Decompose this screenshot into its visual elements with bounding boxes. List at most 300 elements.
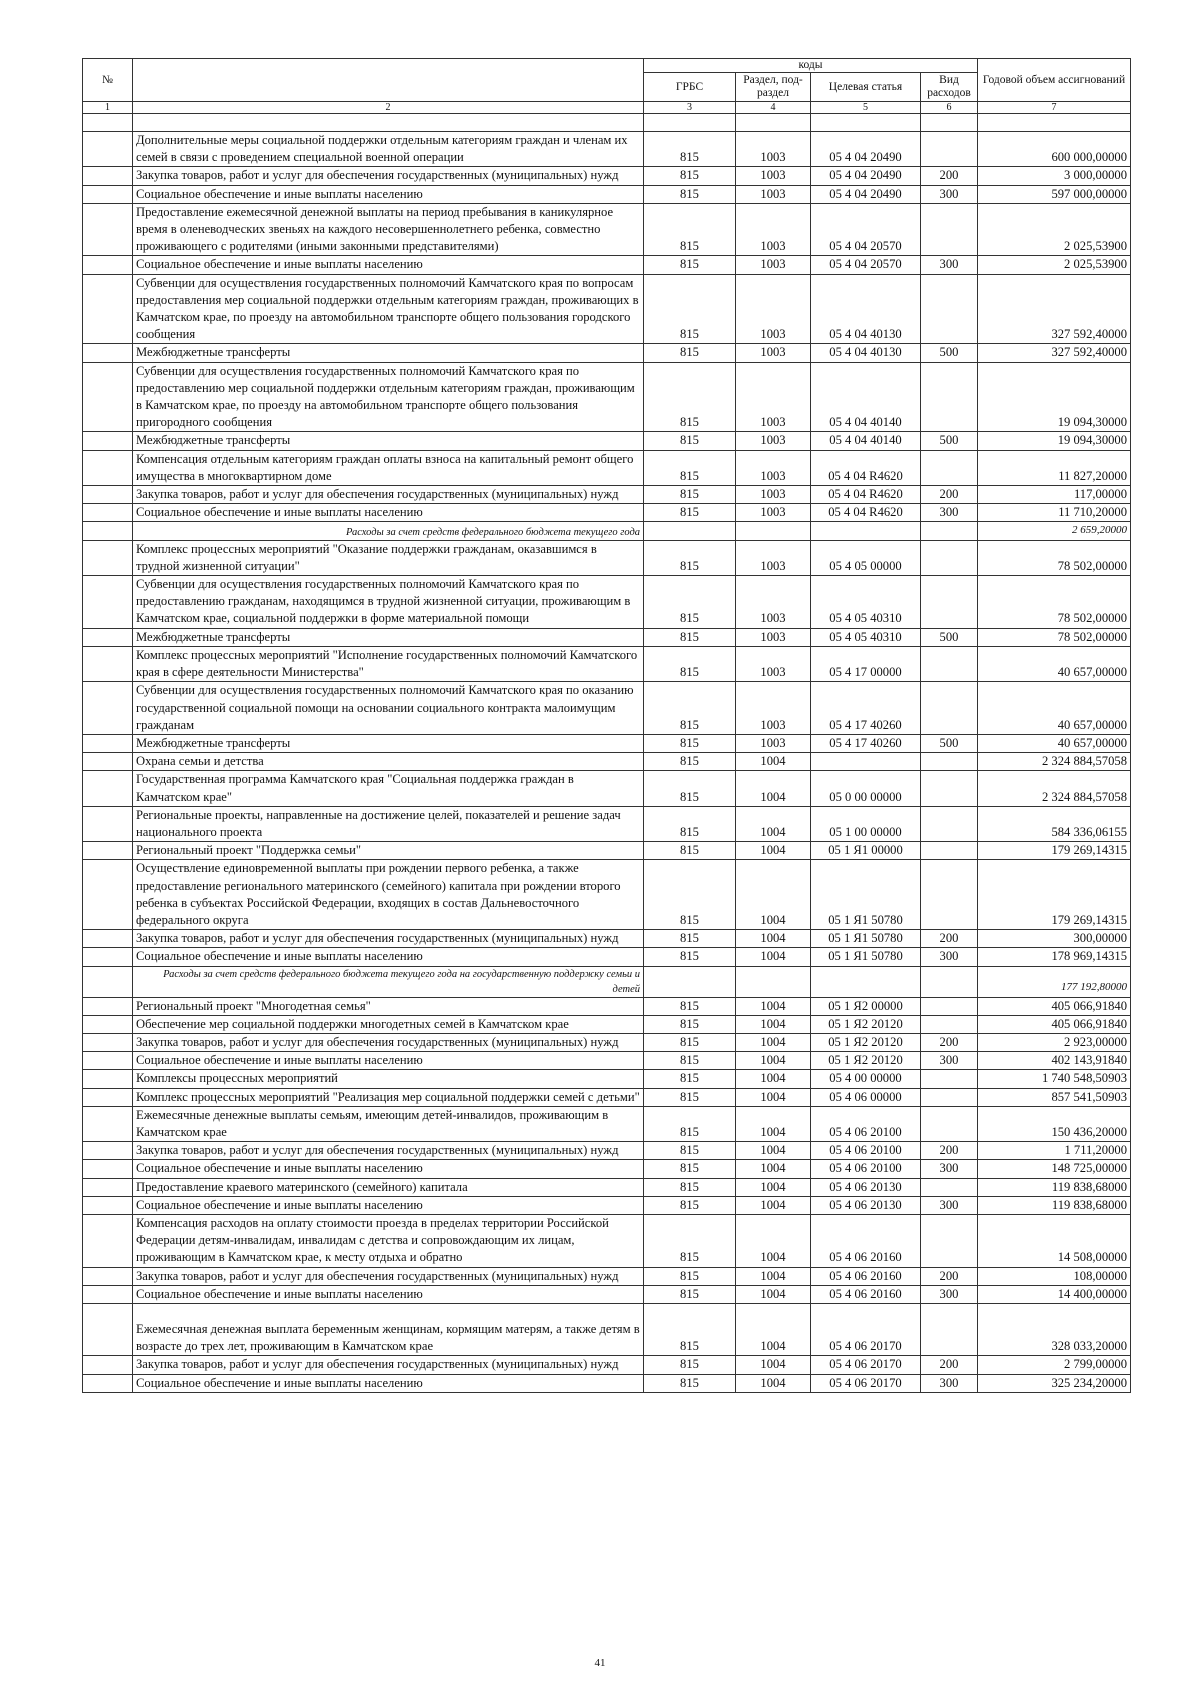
cell-target: 05 4 06 20100 bbox=[811, 1160, 921, 1178]
cell-amount: 2 324 884,57058 bbox=[978, 753, 1131, 771]
cell-section: 1004 bbox=[736, 948, 811, 966]
cell-name: Межбюджетные трансферты bbox=[133, 432, 644, 450]
cell-amount: 2 659,20000 bbox=[978, 522, 1131, 540]
cell-grbs: 815 bbox=[644, 1285, 736, 1303]
cell-number bbox=[83, 1178, 133, 1196]
cell-number bbox=[83, 948, 133, 966]
cell-name: Расходы за счет средств федерального бюджета текущего года bbox=[133, 522, 644, 540]
cell-name: Компенсация расходов на оплату стоимости проезда в пределах территории Российской Федерации детям-инвалидам, инвалидам с детства и сопровождающим их лицам, проживающим в Камчатском крае, к месту отдыха и обратно bbox=[133, 1214, 644, 1267]
cell-name: Социальное обеспечение и иные выплаты населению bbox=[133, 185, 644, 203]
cell-number bbox=[83, 1356, 133, 1374]
header-grbs: ГРБС bbox=[644, 73, 736, 102]
cell-target: 05 4 04 40140 bbox=[811, 362, 921, 432]
cell-number bbox=[83, 1052, 133, 1070]
cell-target: 05 4 04 R4620 bbox=[811, 450, 921, 485]
cell-section bbox=[736, 522, 811, 540]
cell-grbs: 815 bbox=[644, 274, 736, 344]
cell-name: Межбюджетные трансферты bbox=[133, 628, 644, 646]
cell-grbs bbox=[644, 522, 736, 540]
cell-name: Охрана семьи и детства bbox=[133, 753, 644, 771]
cell-grbs: 815 bbox=[644, 628, 736, 646]
cell-section: 1003 bbox=[736, 432, 811, 450]
cell-section bbox=[736, 966, 811, 997]
cell-grbs: 815 bbox=[644, 1178, 736, 1196]
cell-section: 1004 bbox=[736, 1374, 811, 1392]
header-amount: Годовой объем ассигнований bbox=[978, 59, 1131, 102]
cell-kind: 200 bbox=[921, 1267, 978, 1285]
cell-section: 1004 bbox=[736, 1033, 811, 1051]
cell-amount: 2 923,00000 bbox=[978, 1033, 1131, 1051]
cell-number bbox=[83, 771, 133, 806]
column-number-row bbox=[83, 102, 1131, 114]
cell-grbs: 815 bbox=[644, 1015, 736, 1033]
cell-grbs: 815 bbox=[644, 997, 736, 1015]
col-number: 3 bbox=[644, 102, 736, 114]
cell-name: Социальное обеспечение и иные выплаты населению bbox=[133, 1374, 644, 1392]
cell-kind: 300 bbox=[921, 504, 978, 522]
table-row bbox=[83, 1356, 1131, 1374]
cell-name: Социальное обеспечение и иные выплаты населению bbox=[133, 504, 644, 522]
cell-name: Дополнительные меры социальной поддержки отдельным категориям граждан и членам их семей в связи с проведением специальной военной операции bbox=[133, 132, 644, 167]
cell-name: Закупка товаров, работ и услуг для обеспечения государственных (муниципальных) нужд bbox=[133, 1267, 644, 1285]
cell-amount: 78 502,00000 bbox=[978, 576, 1131, 629]
table-row bbox=[83, 344, 1131, 362]
cell-amount: 328 033,20000 bbox=[978, 1304, 1131, 1356]
cell-target: 05 4 04 20570 bbox=[811, 256, 921, 274]
cell-grbs: 815 bbox=[644, 132, 736, 167]
table-row bbox=[83, 1160, 1131, 1178]
table-row bbox=[83, 1015, 1131, 1033]
cell-target: 05 0 00 00000 bbox=[811, 771, 921, 806]
table-row bbox=[83, 167, 1131, 185]
cell-grbs: 815 bbox=[644, 753, 736, 771]
cell-number bbox=[83, 576, 133, 629]
cell-kind bbox=[921, 132, 978, 167]
cell-number bbox=[83, 806, 133, 841]
cell-name: Социальное обеспечение и иные выплаты населению bbox=[133, 948, 644, 966]
cell-number bbox=[83, 362, 133, 432]
cell-number bbox=[83, 860, 133, 930]
table-row bbox=[83, 860, 1131, 930]
cell-section: 1003 bbox=[736, 682, 811, 735]
cell-section: 1004 bbox=[736, 930, 811, 948]
cell-kind: 300 bbox=[921, 1196, 978, 1214]
header-kind: Вид расходов bbox=[921, 73, 978, 102]
cell-grbs: 815 bbox=[644, 682, 736, 735]
cell-number bbox=[83, 344, 133, 362]
cell-target: 05 4 17 40260 bbox=[811, 682, 921, 735]
cell-amount: 584 336,06155 bbox=[978, 806, 1131, 841]
cell-name: Региональный проект "Многодетная семья" bbox=[133, 997, 644, 1015]
cell-kind bbox=[921, 274, 978, 344]
cell-amount: 40 657,00000 bbox=[978, 646, 1131, 681]
cell-section: 1004 bbox=[736, 1285, 811, 1303]
cell-section: 1004 bbox=[736, 1070, 811, 1088]
header-target: Целевая статья bbox=[811, 73, 921, 102]
cell-number bbox=[83, 1033, 133, 1051]
cell-number bbox=[83, 930, 133, 948]
col-number: 6 bbox=[921, 102, 978, 114]
cell-amount: 40 657,00000 bbox=[978, 734, 1131, 752]
cell-grbs: 815 bbox=[644, 1142, 736, 1160]
cell-name: Закупка товаров, работ и услуг для обеспечения государственных (муниципальных) нужд bbox=[133, 167, 644, 185]
cell-section: 1003 bbox=[736, 362, 811, 432]
cell-amount: 78 502,00000 bbox=[978, 628, 1131, 646]
cell-kind: 300 bbox=[921, 185, 978, 203]
cell-kind: 500 bbox=[921, 628, 978, 646]
table-row bbox=[83, 734, 1131, 752]
cell-kind bbox=[921, 997, 978, 1015]
cell-amount: 405 066,91840 bbox=[978, 997, 1131, 1015]
cell-grbs bbox=[644, 966, 736, 997]
cell-section: 1004 bbox=[736, 1196, 811, 1214]
cell-target bbox=[811, 753, 921, 771]
cell-grbs: 815 bbox=[644, 646, 736, 681]
cell-number bbox=[83, 1304, 133, 1356]
cell-kind: 300 bbox=[921, 1052, 978, 1070]
table-row bbox=[83, 1142, 1131, 1160]
cell-amount: 150 436,20000 bbox=[978, 1106, 1131, 1141]
cell-amount: 597 000,00000 bbox=[978, 185, 1131, 203]
cell-amount: 179 269,14315 bbox=[978, 860, 1131, 930]
cell-grbs: 815 bbox=[644, 1196, 736, 1214]
cell-number bbox=[83, 203, 133, 256]
cell-section: 1003 bbox=[736, 185, 811, 203]
table-row bbox=[83, 930, 1131, 948]
cell-number bbox=[83, 1196, 133, 1214]
cell-target: 05 1 Я1 50780 bbox=[811, 930, 921, 948]
cell-number bbox=[83, 1267, 133, 1285]
cell-section: 1004 bbox=[736, 1160, 811, 1178]
cell-name: Межбюджетные трансферты bbox=[133, 734, 644, 752]
cell-grbs: 815 bbox=[644, 1304, 736, 1356]
cell-kind: 200 bbox=[921, 1033, 978, 1051]
cell-grbs: 815 bbox=[644, 771, 736, 806]
cell-number bbox=[83, 734, 133, 752]
cell-amount: 14 508,00000 bbox=[978, 1214, 1131, 1267]
cell-section: 1004 bbox=[736, 806, 811, 841]
cell-target: 05 4 04 40130 bbox=[811, 274, 921, 344]
cell-number bbox=[83, 185, 133, 203]
cell-kind bbox=[921, 860, 978, 930]
cell-section: 1003 bbox=[736, 486, 811, 504]
cell-name: Социальное обеспечение и иные выплаты населению bbox=[133, 1052, 644, 1070]
cell-name: Ежемесячные денежные выплаты семьям, имеющим детей-инвалидов, проживающим в Камчатском крае bbox=[133, 1106, 644, 1141]
cell-name: Социальное обеспечение и иные выплаты населению bbox=[133, 1285, 644, 1303]
cell-grbs: 815 bbox=[644, 930, 736, 948]
cell-target: 05 1 Я2 00000 bbox=[811, 997, 921, 1015]
cell-name: Комплекс процессных мероприятий "Исполнение государственных полномочий Камчатского края в сфере деятельности Министерства" bbox=[133, 646, 644, 681]
cell-number bbox=[83, 486, 133, 504]
cell-grbs: 815 bbox=[644, 540, 736, 575]
cell-amount: 1 711,20000 bbox=[978, 1142, 1131, 1160]
table-body bbox=[83, 114, 1131, 1393]
cell-target: 05 1 Я2 20120 bbox=[811, 1033, 921, 1051]
cell-target: 05 4 05 00000 bbox=[811, 540, 921, 575]
header-codes: коды bbox=[644, 59, 978, 73]
col-number: 4 bbox=[736, 102, 811, 114]
cell-amount: 19 094,30000 bbox=[978, 362, 1131, 432]
header-section: Раздел, под-раздел bbox=[736, 73, 811, 102]
cell-number bbox=[83, 646, 133, 681]
cell-target: 05 4 04 20490 bbox=[811, 132, 921, 167]
cell-target: 05 1 Я2 20120 bbox=[811, 1015, 921, 1033]
cell-amount: 327 592,40000 bbox=[978, 274, 1131, 344]
cell-section: 1003 bbox=[736, 167, 811, 185]
cell-section: 1003 bbox=[736, 540, 811, 575]
cell-kind: 300 bbox=[921, 1374, 978, 1392]
cell-name: Закупка товаров, работ и услуг для обеспечения государственных (муниципальных) нужд bbox=[133, 930, 644, 948]
cell-target bbox=[811, 522, 921, 540]
cell-amount: 177 192,80000 bbox=[978, 966, 1131, 997]
cell-grbs: 815 bbox=[644, 1088, 736, 1106]
cell-section: 1004 bbox=[736, 860, 811, 930]
cell-kind bbox=[921, 203, 978, 256]
table-row bbox=[83, 1374, 1131, 1392]
cell-name: Комплекс процессных мероприятий "Оказание поддержки гражданам, оказавшимся в трудной жизненной ситуации" bbox=[133, 540, 644, 575]
cell-number bbox=[83, 432, 133, 450]
cell-kind bbox=[921, 806, 978, 841]
cell-target: 05 4 17 00000 bbox=[811, 646, 921, 681]
cell-number bbox=[83, 274, 133, 344]
cell-amount: 857 541,50903 bbox=[978, 1088, 1131, 1106]
table-header bbox=[83, 59, 1131, 114]
cell-grbs: 815 bbox=[644, 504, 736, 522]
table-row bbox=[83, 274, 1131, 344]
cell-amount: 148 725,00000 bbox=[978, 1160, 1131, 1178]
cell-section: 1004 bbox=[736, 1015, 811, 1033]
cell-number bbox=[83, 842, 133, 860]
spacer-row bbox=[83, 114, 1131, 132]
cell-kind bbox=[921, 1304, 978, 1356]
cell-section: 1004 bbox=[736, 1267, 811, 1285]
cell-grbs: 815 bbox=[644, 860, 736, 930]
cell-target: 05 4 17 40260 bbox=[811, 734, 921, 752]
cell-name: Ежемесячная денежная выплата беременным женщинам, кормящим матерям, а также детям в возрасте до трех лет, проживающим в Камчатском крае bbox=[133, 1304, 644, 1356]
table-row bbox=[83, 504, 1131, 522]
cell-target: 05 4 06 00000 bbox=[811, 1088, 921, 1106]
cell-kind bbox=[921, 771, 978, 806]
cell-amount: 1 740 548,50903 bbox=[978, 1070, 1131, 1088]
cell-target: 05 4 04 40130 bbox=[811, 344, 921, 362]
cell-grbs: 815 bbox=[644, 948, 736, 966]
cell-grbs: 815 bbox=[644, 734, 736, 752]
cell-target: 05 4 05 40310 bbox=[811, 628, 921, 646]
cell-target: 05 4 04 20490 bbox=[811, 167, 921, 185]
col-number: 2 bbox=[133, 102, 644, 114]
cell-name: Расходы за счет средств федерального бюджета текущего года на государственную поддержку семьи и детей bbox=[133, 966, 644, 997]
cell-amount: 300,00000 bbox=[978, 930, 1131, 948]
cell-kind bbox=[921, 1214, 978, 1267]
cell-kind bbox=[921, 1178, 978, 1196]
cell-amount: 19 094,30000 bbox=[978, 432, 1131, 450]
cell-grbs: 815 bbox=[644, 344, 736, 362]
cell-section: 1004 bbox=[736, 1142, 811, 1160]
cell-section: 1004 bbox=[736, 771, 811, 806]
cell-amount: 11 827,20000 bbox=[978, 450, 1131, 485]
cell-name: Комплексы процессных мероприятий bbox=[133, 1070, 644, 1088]
cell-amount: 14 400,00000 bbox=[978, 1285, 1131, 1303]
cell-kind: 500 bbox=[921, 734, 978, 752]
cell-target: 05 4 04 20490 bbox=[811, 185, 921, 203]
table-row bbox=[83, 432, 1131, 450]
cell-number bbox=[83, 1142, 133, 1160]
cell-kind bbox=[921, 1106, 978, 1141]
cell-target: 05 4 06 20160 bbox=[811, 1285, 921, 1303]
cell-amount: 178 969,14315 bbox=[978, 948, 1131, 966]
cell-grbs: 815 bbox=[644, 1052, 736, 1070]
cell-target: 05 4 04 R4620 bbox=[811, 504, 921, 522]
cell-kind: 300 bbox=[921, 1285, 978, 1303]
cell-name: Региональные проекты, направленные на достижение целей, показателей и решение задач национального проекта bbox=[133, 806, 644, 841]
cell-amount: 2 025,53900 bbox=[978, 256, 1131, 274]
cell-section: 1003 bbox=[736, 274, 811, 344]
cell-kind bbox=[921, 522, 978, 540]
table-row bbox=[83, 203, 1131, 256]
table-row bbox=[83, 842, 1131, 860]
cell-section: 1003 bbox=[736, 203, 811, 256]
cell-name: Государственная программа Камчатского края "Социальная поддержка граждан в Камчатском крае" bbox=[133, 771, 644, 806]
cell-target: 05 4 04 R4620 bbox=[811, 486, 921, 504]
cell-name: Закупка товаров, работ и услуг для обеспечения государственных (муниципальных) нужд bbox=[133, 1142, 644, 1160]
cell-kind: 500 bbox=[921, 344, 978, 362]
cell-grbs: 815 bbox=[644, 1214, 736, 1267]
cell-number bbox=[83, 540, 133, 575]
cell-name: Закупка товаров, работ и услуг для обеспечения государственных (муниципальных) нужд bbox=[133, 486, 644, 504]
cell-grbs: 815 bbox=[644, 1106, 736, 1141]
table-row bbox=[83, 771, 1131, 806]
cell-kind bbox=[921, 576, 978, 629]
cell-section: 1004 bbox=[736, 1304, 811, 1356]
cell-target: 05 4 00 00000 bbox=[811, 1070, 921, 1088]
table-row bbox=[83, 486, 1131, 504]
table-row bbox=[83, 1214, 1131, 1267]
cell-kind bbox=[921, 540, 978, 575]
cell-grbs: 815 bbox=[644, 1267, 736, 1285]
cell-name: Комплекс процессных мероприятий "Реализация мер социальной поддержки семей с детьми" bbox=[133, 1088, 644, 1106]
cell-amount: 78 502,00000 bbox=[978, 540, 1131, 575]
cell-section: 1004 bbox=[736, 1356, 811, 1374]
cell-grbs: 815 bbox=[644, 1160, 736, 1178]
cell-number bbox=[83, 522, 133, 540]
cell-kind: 200 bbox=[921, 486, 978, 504]
cell-grbs: 815 bbox=[644, 576, 736, 629]
cell-grbs: 815 bbox=[644, 842, 736, 860]
cell-amount: 179 269,14315 bbox=[978, 842, 1131, 860]
cell-section: 1004 bbox=[736, 842, 811, 860]
cell-amount: 119 838,68000 bbox=[978, 1196, 1131, 1214]
cell-section: 1004 bbox=[736, 1106, 811, 1141]
cell-target: 05 4 06 20170 bbox=[811, 1374, 921, 1392]
table-row bbox=[83, 1304, 1131, 1356]
table-row bbox=[83, 540, 1131, 575]
table-row bbox=[83, 1267, 1131, 1285]
cell-name: Межбюджетные трансферты bbox=[133, 344, 644, 362]
cell-amount: 325 234,20000 bbox=[978, 1374, 1131, 1392]
col-number: 5 bbox=[811, 102, 921, 114]
table-row bbox=[83, 997, 1131, 1015]
cell-target: 05 4 06 20170 bbox=[811, 1304, 921, 1356]
cell-grbs: 815 bbox=[644, 432, 736, 450]
cell-name: Предоставление ежемесячной денежной выплаты на период пребывания в каникулярное время в оленеводческих звеньях на каждого несовершеннолетнего ребенка, совместно проживающего с родителями (иными законными представителями) bbox=[133, 203, 644, 256]
cell-number bbox=[83, 1015, 133, 1033]
cell-kind bbox=[921, 646, 978, 681]
cell-number bbox=[83, 1374, 133, 1392]
cell-kind: 300 bbox=[921, 256, 978, 274]
note-row bbox=[83, 522, 1131, 540]
cell-grbs: 815 bbox=[644, 167, 736, 185]
cell-grbs: 815 bbox=[644, 203, 736, 256]
table-row bbox=[83, 646, 1131, 681]
cell-target: 05 4 06 20160 bbox=[811, 1214, 921, 1267]
cell-target: 05 1 Я1 50780 bbox=[811, 860, 921, 930]
cell-name: Субвенции для осуществления государственных полномочий Камчатского края по вопросам предоставления мер социальной поддержки отдельным категориям граждан, проживающих в Камчатском крае, по проезду на автомобильном транспорте общего пользования городского сообщения bbox=[133, 274, 644, 344]
cell-number bbox=[83, 1088, 133, 1106]
col-number: 7 bbox=[978, 102, 1131, 114]
table-row bbox=[83, 1088, 1131, 1106]
table-row bbox=[83, 628, 1131, 646]
cell-name: Осуществление единовременной выплаты при рождении первого ребенка, а также предоставление регионального материнского (семейного) капитала при рождении второго ребенка в субъектах Российской Федерации, входящих в состав Дальневосточного федерального округа bbox=[133, 860, 644, 930]
cell-section: 1004 bbox=[736, 1088, 811, 1106]
cell-amount: 2 025,53900 bbox=[978, 203, 1131, 256]
cell-target bbox=[811, 966, 921, 997]
cell-amount: 2 324 884,57058 bbox=[978, 771, 1131, 806]
cell-grbs: 815 bbox=[644, 256, 736, 274]
cell-kind bbox=[921, 362, 978, 432]
cell-section: 1003 bbox=[736, 504, 811, 522]
header-name bbox=[133, 59, 644, 102]
cell-name: Обеспечение мер социальной поддержки многодетных семей в Камчатском крае bbox=[133, 1015, 644, 1033]
cell-name: Субвенции для осуществления государственных полномочий Камчатского края по предоставлению гражданам, находящимся в трудной жизненной ситуации, проживающим в Камчатском крае, социальной поддержки в форме материальной помощи bbox=[133, 576, 644, 629]
cell-amount: 402 143,91840 bbox=[978, 1052, 1131, 1070]
cell-grbs: 815 bbox=[644, 450, 736, 485]
table-row bbox=[83, 132, 1131, 167]
header-no: № bbox=[83, 59, 133, 102]
cell-number bbox=[83, 966, 133, 997]
cell-target: 05 1 Я1 00000 bbox=[811, 842, 921, 860]
table-row bbox=[83, 450, 1131, 485]
cell-amount: 2 799,00000 bbox=[978, 1356, 1131, 1374]
table-row bbox=[83, 1196, 1131, 1214]
cell-number bbox=[83, 1106, 133, 1141]
cell-number bbox=[83, 167, 133, 185]
cell-number bbox=[83, 1070, 133, 1088]
cell-target: 05 1 Я2 20120 bbox=[811, 1052, 921, 1070]
cell-target: 05 4 06 20100 bbox=[811, 1142, 921, 1160]
cell-name: Компенсация отдельным категориям граждан оплаты взноса на капитальный ремонт общего имущества в многоквартирном доме bbox=[133, 450, 644, 485]
cell-number bbox=[83, 1214, 133, 1267]
table-row bbox=[83, 1285, 1131, 1303]
table-row bbox=[83, 1106, 1131, 1141]
cell-target: 05 4 06 20130 bbox=[811, 1178, 921, 1196]
cell-grbs: 815 bbox=[644, 1356, 736, 1374]
table-row bbox=[83, 1033, 1131, 1051]
cell-amount: 327 592,40000 bbox=[978, 344, 1131, 362]
cell-grbs: 815 bbox=[644, 1374, 736, 1392]
cell-target: 05 1 Я1 50780 bbox=[811, 948, 921, 966]
cell-number bbox=[83, 256, 133, 274]
cell-kind: 300 bbox=[921, 948, 978, 966]
cell-number bbox=[83, 1285, 133, 1303]
cell-target: 05 4 06 20100 bbox=[811, 1106, 921, 1141]
cell-amount: 405 066,91840 bbox=[978, 1015, 1131, 1033]
cell-section: 1004 bbox=[736, 997, 811, 1015]
table-row bbox=[83, 682, 1131, 735]
cell-section: 1004 bbox=[736, 753, 811, 771]
cell-target: 05 4 04 40140 bbox=[811, 432, 921, 450]
table-row bbox=[83, 256, 1131, 274]
cell-kind: 300 bbox=[921, 1160, 978, 1178]
